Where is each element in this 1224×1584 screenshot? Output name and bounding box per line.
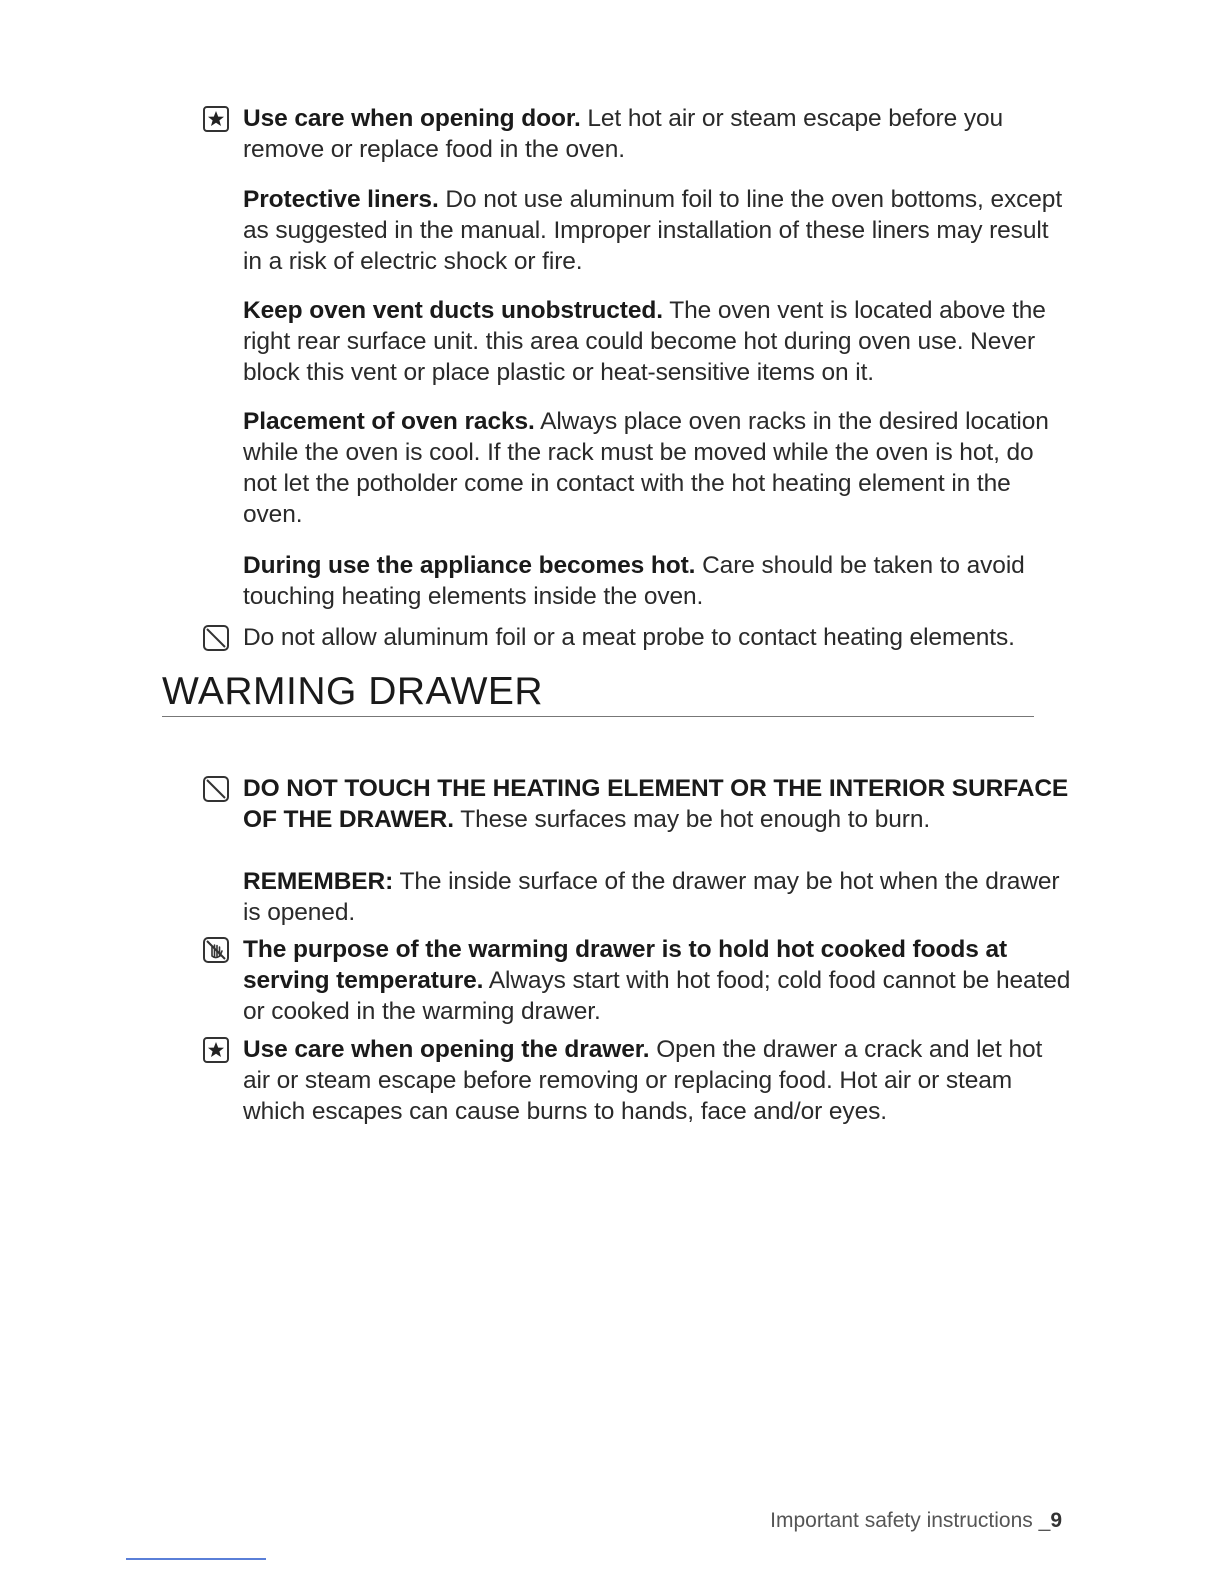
use-care-door-paragraph — [243, 103, 1073, 165]
vent-ducts-heading: Keep oven vent ducts unobstructed. — [243, 297, 663, 324]
use-care-drawer-paragraph — [243, 1034, 1073, 1127]
remember-paragraph — [243, 866, 1073, 928]
page-number: 9 — [1050, 1509, 1062, 1532]
section-title: WARMING DRAWER — [162, 670, 544, 713]
becomes-hot-paragraph — [243, 550, 1073, 612]
page-edge-mark — [126, 1558, 266, 1560]
prohibited-icon — [202, 624, 230, 652]
vent-ducts-paragraph — [243, 295, 1073, 388]
section-divider — [162, 716, 1034, 717]
oven-racks-paragraph — [243, 406, 1073, 530]
oven-racks-heading: Placement of oven racks. — [243, 408, 535, 435]
purpose-text: Always start with hot food; cold food cannot be heated or cooked in the warming drawer. — [243, 967, 1071, 1025]
becomes-hot-text: Care should be taken to avoid touching heating elements inside the oven. — [243, 552, 1025, 610]
use-care-drawer-text: Open the drawer a crack and let hot air or steam escape before removing or replacing food. Hot air or steam which escapes can cause burns to hands, face and/or eyes. — [243, 1036, 1043, 1125]
do-not-touch-text: These surfaces may be hot enough to burn. — [453, 806, 931, 833]
hand-prohibited-icon — [202, 936, 230, 964]
vent-ducts-text: The oven vent is located above the right rear surface unit. this area could become hot during oven use. Never block this vent or place plastic or heat-sensitive items on it. — [243, 297, 1046, 386]
use-care-drawer-heading: Use care when opening the drawer. — [243, 1036, 650, 1063]
use-care-door-heading: Use care when opening door. — [243, 105, 581, 132]
purpose-heading: The purpose of the warming drawer is to hold hot cooked foods at serving temperature. — [243, 936, 1008, 994]
protective-liners-paragraph — [243, 184, 1073, 277]
protective-liners-heading: Protective liners. — [243, 186, 439, 213]
foil-probe-text: Do not allow aluminum foil or a meat probe to contact heating elements. — [243, 624, 1015, 651]
do-not-touch-heading: DO NOT TOUCH THE HEATING ELEMENT OR THE INTERIOR SURFACE OF THE DRAWER. — [243, 775, 1069, 833]
use-care-door-text: Let hot air or steam escape before you remove or replace food in the oven. — [243, 105, 1004, 163]
protective-liners-text: Do not use aluminum foil to line the oven bottoms, except as suggested in the manual. Improper installation of these liners may result in a risk of electric shock or fire. — [243, 186, 1063, 275]
do-not-touch-paragraph — [243, 773, 1073, 835]
remember-heading: REMEMBER: — [243, 868, 394, 895]
oven-racks-text: Always place oven racks in the desired location while the oven is cool. If the rack must be moved while the oven is hot, do not let the potholder come in contact with the hot heating element in the oven. — [243, 408, 1049, 528]
becomes-hot-heading: During use the appliance becomes hot. — [243, 552, 696, 579]
footer-label: Important safety instructions _ — [770, 1509, 1051, 1532]
purpose-paragraph — [243, 934, 1073, 1027]
page-footer — [770, 1509, 1062, 1533]
remember-text: The inside surface of the drawer may be hot when the drawer is opened. — [243, 868, 1060, 926]
star-box-icon — [202, 1036, 230, 1064]
prohibited-icon — [202, 775, 230, 803]
star-box-icon — [202, 105, 230, 133]
foil-probe-paragraph — [243, 622, 1073, 653]
